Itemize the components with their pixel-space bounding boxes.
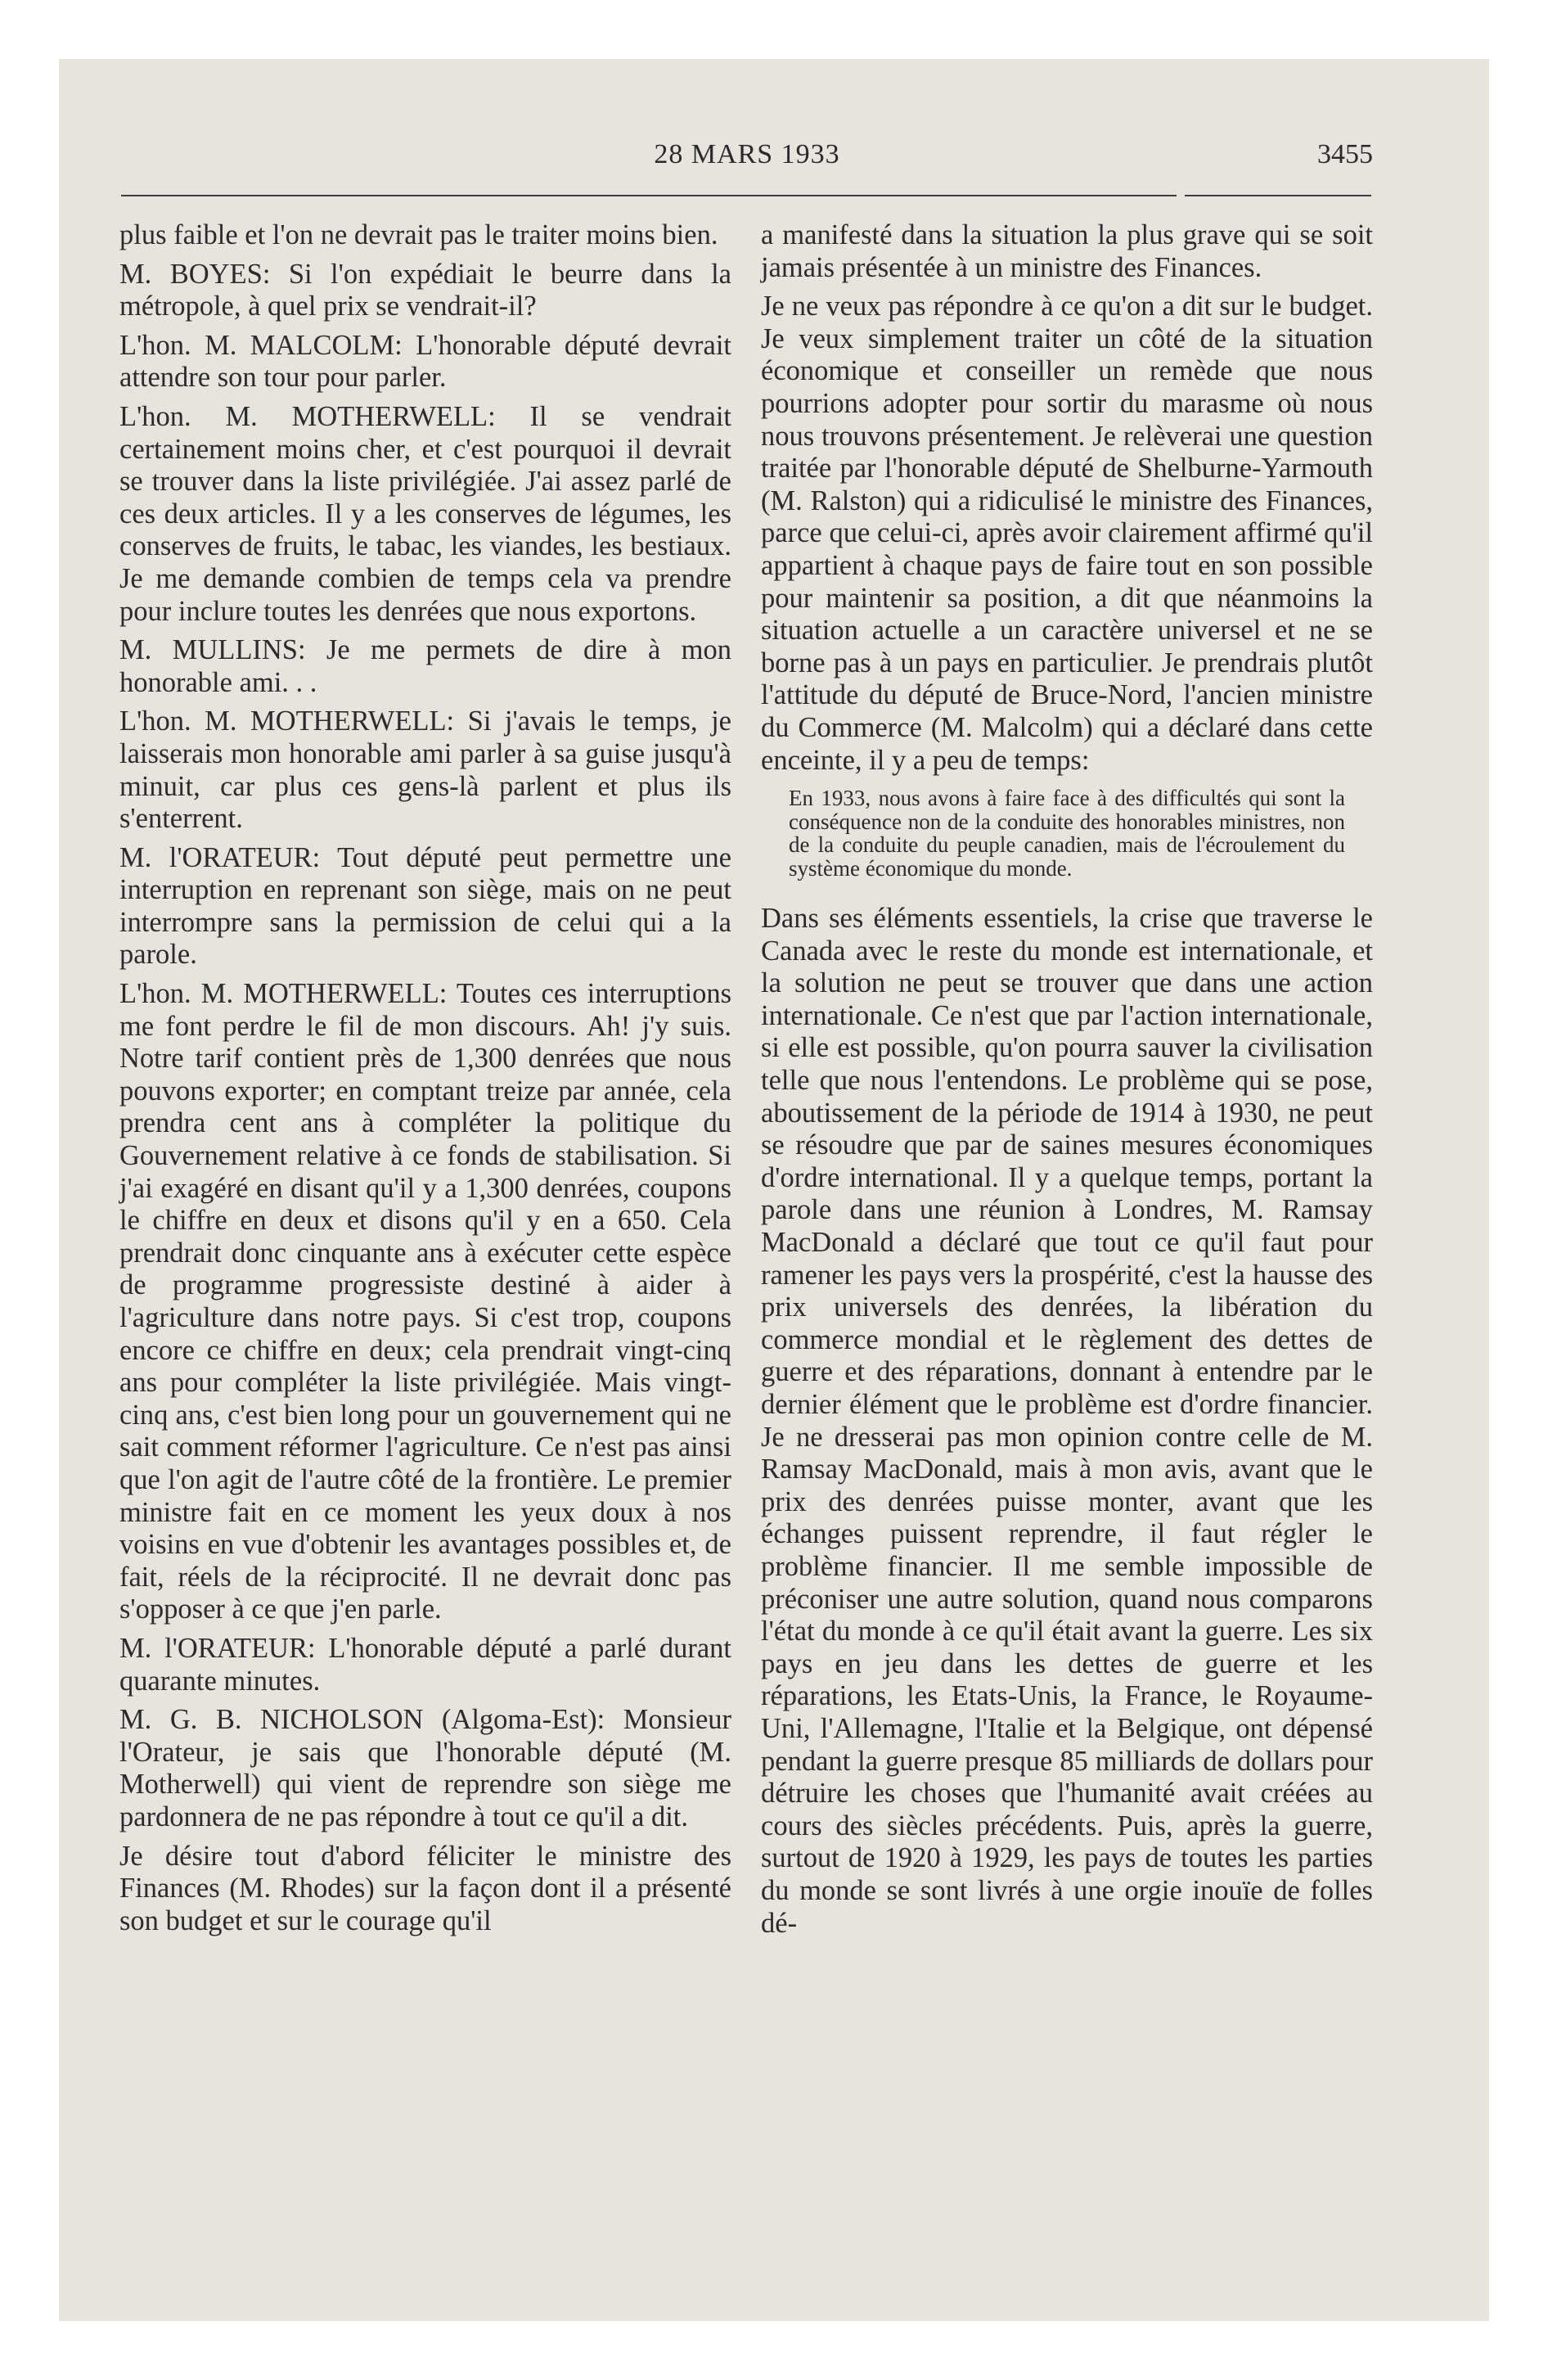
header-rule-right xyxy=(1185,195,1371,196)
paragraph: Je ne veux pas répondre à ce qu'on a dit sur le budget. Je veux simplement traiter un côté de la situation économique et conseiller un remède que nous pourrions adopter pour sortir du marasme où nous nous trouvons présentement. Je relèverai une question traitée par l'honorable député de Shelburne-Yarmouth (M. Ralston) qui a ridiculisé le ministre des Finances, parce que celui-ci, après avoir clairement affirmé qu'il appartient à chaque pays de faire tout en son possible pour maintenir sa position, a dit que néanmoins la situation actuelle a un caractère universel et ne se borne pas à un pays en particulier. Je prendrais plutôt l'attitude du député de Bruce-Nord, l'ancien ministre du Commerce (M. Malcolm) qui a déclaré dans cette enceinte, il y a peu de temps: xyxy=(761,291,1373,776)
paragraph: a manifesté dans la situation la plus grave qui se soit jamais présentée à un ministre des Finances. xyxy=(761,219,1373,283)
paragraph: L'hon. M. MOTHERWELL: Si j'avais le temps, je laisserais mon honorable ami parler à sa guise jusqu'à minuit, car plus ces gens-là parlent et plus ils s'enterrent. xyxy=(119,705,731,835)
paragraph: L'hon. M. MALCOLM: L'honorable député devrait attendre son tour pour parler. xyxy=(119,329,731,394)
paragraph: plus faible et l'on ne devrait pas le traiter moins bien. xyxy=(119,219,718,250)
left-column xyxy=(119,219,731,1944)
block-quote: En 1933, nous avons à faire face à des difficultés qui sont la conséquence non de la conduite des honorables ministres, non de la conduite du peuple canadien, mais de l'écroulement du système économique du monde. xyxy=(789,786,1345,881)
paragraph: M. l'ORATEUR: Tout député peut permettre une interruption en reprenant son siège, mais on ne peut interrompre sans la permission de celui qui a la parole. xyxy=(119,841,731,971)
paragraph: Je désire tout d'abord féliciter le ministre des Finances (M. Rhodes) sur la façon dont il a présenté son budget et sur le courage qu'il xyxy=(119,1840,731,1936)
right-column xyxy=(761,219,1373,1946)
page-date: 28 MARS 1933 xyxy=(654,139,840,169)
paragraph: Dans ses éléments essentiels, la crise que traverse le Canada avec le reste du monde est internationale, et la solution ne peut se trouver que dans une action internationale. Ce n'est que par l'action internationale, si elle est possible, qu'on pourra sauver la civilisation telle que nous l'entendons. Le problème qui se pose, aboutissement de la période de 1914 à 1930, ne peut se résoudre que par de saines mesures économiques d'ordre international. Il y a quelque temps, portant la parole dans une réunion à Londres, M. Ramsay MacDonald a déclaré que tout ce qu'il faut pour ramener les pays vers la prospérité, c'est la hausse des prix universels des denrées, la libération du commerce mondial et le règlement des dettes de guerre et des réparations, donnant à entendre par le dernier élément que le problème est d'ordre financier. Je ne dresserai pas mon opinion contre celle de M. Ramsay MacDonald, mais à mon avis, avant que le prix des denrées puisse monter, avant que les échanges puissent reprendre, il faut régler le problème financier. Il me semble impossible de préconiser une autre solution, quand nous comparons l'état du monde à ce qu'il était avant la guerre. Les six pays en jeu dans les dettes de guerre et les réparations, les Etats-Unis, la France, le Royaume-Uni, l'Allemagne, l'Italie et la Belgique, ont dépensé pendant la guerre presque 85 milliards de dollars pour détruire les choses que l'humanité avait créées au cours des siècles précédents. Puis, après la guerre, surtout de 1920 à 1929, les pays de toutes les parties du monde se sont livrés à une orgie inouïe de folles dé- xyxy=(761,903,1373,1939)
paragraph: L'hon. M. MOTHERWELL: Toutes ces interruptions me font perdre le fil de mon discours. Ah! j'y suis. Notre tarif contient près de 1,300 denrées que nous pouvons exporter; en comptant treize par année, cela prendra cent ans à compléter la politique du Gouvernement relative à ce fonds de stabilisation. Si j'ai exagéré en disant qu'il y a 1,300 denrées, coupons le chiffre en deux et disons qu'il y en a 650. Cela prendrait donc cinquante ans à exécuter cette espèce de programme progressiste destiné à aider à l'agriculture dans notre pays. Si c'est trop, coupons encore ce chiffre en deux; cela prendrait vingt-cinq ans pour compléter la liste privilégiée. Mais vingt-cinq ans, c'est bien long pour un gouvernement qui ne sait comment réformer l'agriculture. Ce n'est pas ainsi que l'on agit de l'autre côté de la frontière. Le premier ministre fait en ce moment les yeux doux à nos voisins en vue d'obtenir les avantages possibles et, de fait, réels de la réciprocité. Il ne devrait donc pas s'opposer à ce que j'en parle. xyxy=(119,978,731,1625)
paragraph: M. MULLINS: Je me permets de dire à mon honorable ami. . . xyxy=(119,634,731,698)
page-header xyxy=(121,139,1373,180)
paragraph: M. l'ORATEUR: L'honorable député a parlé durant quarante minutes. xyxy=(119,1632,731,1697)
page-number: 3455 xyxy=(1317,139,1373,169)
paragraph: M. G. B. NICHOLSON (Algoma-Est): Monsieur l'Orateur, je sais que l'honorable député (M. Motherwell) qui vient de reprendre son siège me pardonnera de ne pas répondre à tout ce qu'il a dit. xyxy=(119,1704,731,1832)
header-rule-left xyxy=(121,195,1177,196)
paragraph: L'hon. M. MOTHERWELL: Il se vendrait certainement moins cher, et c'est pourquoi il devrait se trouver dans la liste privilégiée. J'ai assez parlé de ces deux articles. Il y a les conserves de légumes, les conserves de fruits, le tabac, les viandes, les bestiaux. Je me demande combien de temps cela va prendre pour inclure toutes les denrées que nous exportons. xyxy=(119,400,731,627)
paragraph: M. BOYES: Si l'on expédiait le beurre dans la métropole, à quel prix se vendrait-il? xyxy=(119,258,731,322)
